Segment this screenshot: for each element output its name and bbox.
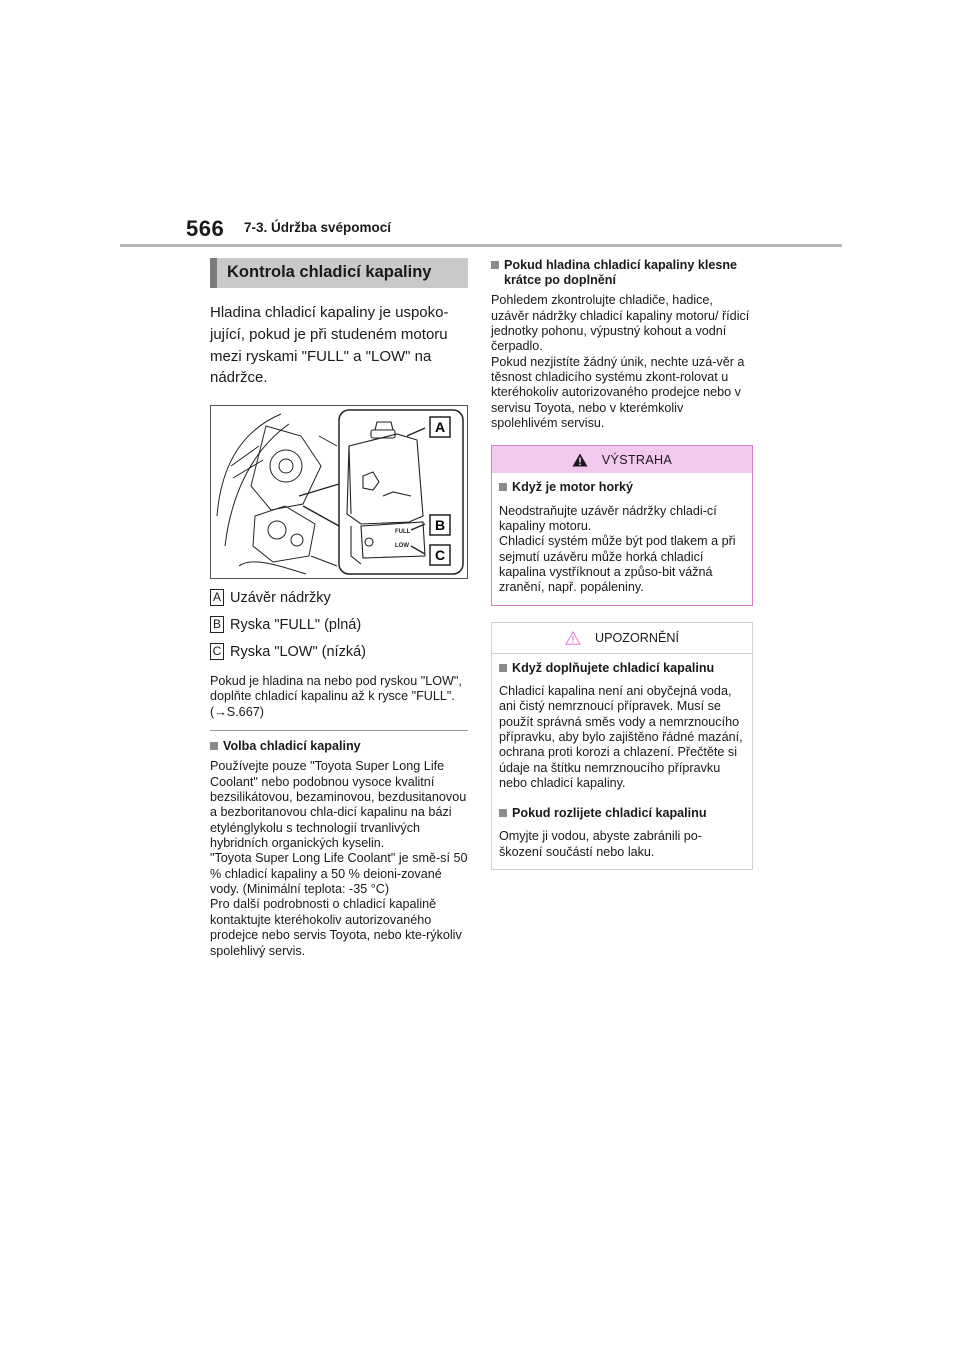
sub-heading-text: Když je motor horký	[512, 480, 634, 495]
sub-heading-text: Pokud rozlijete chladicí kapalinu	[512, 806, 707, 821]
right-column	[491, 258, 753, 870]
callout-letter: A	[210, 589, 224, 606]
coolant-choice-heading	[210, 739, 468, 754]
callout-letter: C	[210, 643, 224, 660]
svg-text:LOW: LOW	[395, 543, 409, 549]
sub-heading-text: Když doplňujete chladicí kapalinu	[512, 660, 715, 675]
callout-text: Ryska "FULL" (plná)	[230, 616, 362, 633]
warning-title: VÝSTRAHA	[601, 452, 673, 467]
caution-triangle-icon	[565, 631, 581, 645]
callout-a	[210, 589, 468, 606]
spill-heading	[499, 806, 745, 821]
warning-body	[492, 473, 752, 604]
level-drops-para-1: Pohledem zkontrolujte chladiče, hadice, uzávěr nádržky chladicí kapaliny motoru/ řídicí jednotky pohonu, výpustný kohout a vodní čerpadlo.	[491, 293, 750, 354]
square-bullet-icon	[499, 809, 507, 817]
sub-heading-text: Volba chladicí kapaliny	[223, 739, 361, 754]
callout-c	[210, 643, 468, 660]
caution-title: UPOZORNĚNÍ	[595, 630, 679, 645]
square-bullet-icon	[210, 742, 218, 750]
hot-engine-heading	[499, 480, 745, 495]
figure-label-c: C	[434, 547, 446, 563]
caution-body	[492, 654, 752, 869]
engine-bay-illustration	[211, 406, 467, 578]
level-drops-heading	[491, 258, 753, 288]
section-title: 7-3. Údržba svépomocí	[244, 220, 392, 235]
intro-text: Hladina chladicí kapaliny je uspoko-jující, pokud je při studeném motoru mezi ryskami "FULL" a "LOW" na nádržce.	[210, 304, 449, 387]
svg-text:FULL: FULL	[395, 529, 411, 535]
square-bullet-icon	[491, 261, 499, 269]
caution-para-1: Chladicí kapalina není ani obyčejná voda, ani čistý nemrznoucí přípravek. Musí se použít správná směs vody a nemrznoucího přípravku, aby bylo zajištěno řádné mazání, ochrana proti korozi a chlazení. Přečtěte si údaje na štítku nemrznoucího přípravku nebo chladicí kapaliny.	[499, 683, 743, 790]
header-rule	[120, 244, 842, 247]
callout-letter: B	[210, 616, 224, 633]
coolant-choice-para-3: Pro další podrobnosti o chladicí kapalině kontaktujte kteréhokoliv autorizovaného prodejce nebo servis Toyota, nebo kte-rýkoliv spolehlivý servis.	[210, 897, 462, 958]
left-column	[210, 258, 468, 959]
caution-para-2: Omyjte ji vodou, abyste zabránili po-škození součástí nebo laku.	[499, 829, 702, 859]
coolant-choice-para-2: "Toyota Super Long Life Coolant" je smě-sí 50 % chladicí kapaliny a 50 % deioni-zované vody. (Minimální teplota: -35 °C)	[210, 851, 468, 897]
refill-note: Pokud je hladina na nebo pod ryskou "LOW", doplňte chladicí kapalinu až k rysce "FULL". (→S.667)	[210, 674, 462, 719]
coolant-reservoir-figure	[210, 405, 468, 579]
caution-header	[492, 623, 752, 654]
warning-para-2: Chladicí systém může být pod tlakem a při sejmutí uzávěru může horká chladicí kapalina vystříknout a způso-bit vážná zranění, např. popáleniny.	[499, 534, 736, 595]
refilling-heading	[499, 661, 745, 676]
figure-label-b: B	[434, 517, 446, 533]
divider	[210, 730, 468, 731]
level-drops-para-2: Pokud nezjistíte žádný únik, nechte uzá-věr a těsnost chladicího systému zkont-rolovat u kteréhokoliv autorizovaného prodejce nebo v servisu Toyota, nebo v kterémkoliv spolehlivém servisu.	[491, 354, 745, 431]
figure-label-a: A	[434, 419, 446, 435]
page-number: 566	[186, 216, 225, 241]
coolant-choice-para-1: Používejte pouze "Toyota Super Long Life Coolant" nebo podobnou vysoce kvalitní bezsilikátovou, bezaminovou, bezdusitanovou a bezboritanovou chla-dicí kapalinu na bázi etylénglykolu s technologií trvanlivých hybridních organických kyselin.	[210, 759, 467, 850]
callout-b	[210, 616, 468, 633]
warning-header	[492, 446, 752, 473]
caution-box	[491, 622, 753, 870]
warning-box	[491, 445, 753, 605]
square-bullet-icon	[499, 483, 507, 491]
callout-text: Uzávěr nádržky	[230, 589, 331, 606]
section-heading: Kontrola chladicí kapaliny	[210, 258, 468, 288]
sub-heading-text: Pokud hladina chladicí kapaliny klesne krátce po doplnění	[504, 258, 738, 288]
warning-triangle-icon	[572, 453, 588, 467]
square-bullet-icon	[499, 664, 507, 672]
callout-text: Ryska "LOW" (nízká)	[230, 643, 366, 660]
warning-para-1: Neodstraňujte uzávěr nádržky chladi-cí kapaliny motoru.	[499, 503, 717, 533]
